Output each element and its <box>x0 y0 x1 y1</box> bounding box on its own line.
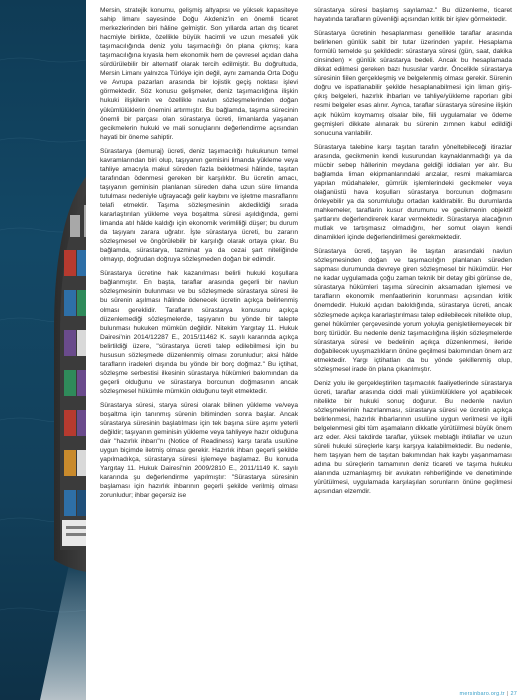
paragraph: Sürastarya ücreti, taşıyan ile taşıtan arasındaki navlun sözleşmesinden doğan ve taşımacılığın planlanan süreden sapması durumunda devreye giren sözleşmesel bir hükümdür. Her ne kadar uygulamada çoğu zaman teknik bir detay gibi görünse de, sürastarya hükümleri taşıma sürecinin aksamadan işlemesi ve tarafların ekonomik menfaatlerinin korunması açısından kritik önemdedir. Hukuki açıdan bakıldığında, sürastarya ücreti, ancak sözleşmede açıkça kararlaştırılması talep edilebilecek nitelikte olup, genel hükümler çerçevesinde yorum yoluyla genişletilemeyecek bir borç türüdür. Bu nedenle deniz taşımacılığına ilişkin sözleşmelerde sürastarya süresi ve bedelinin açıkça düzenlenmesi, ileride doğabilecek uyuşmazlıkların önüne geçilmesi bakımından önem arz etmektedir. Yargı içtihatları da bu yönde şekillenmiş olup, sözleşmesel irade ön plana çıkarılmıştır. <box>314 248 512 373</box>
paragraph: Sürastarya ücretinin hesaplanması genellikle taraflar arasında belirlenen günlük sabit bir tutar üzerinden yapılır. Hesaplama formülü temelde şu şekildedir: sürastarya süresi (gün, saat, dakika cinsinden) × günlük sürastarya bedeli. Ancak bu hesaplamada dikkat edilmesi gereken bazı hususlar vardır. Öncelikle sürastarya süresinin fiilen gerçekleşmiş ve belgelenmiş olması gerekir. Sürenin doğru ve ispatlanabilir şekilde hesaplanabilmesi için liman giriş-çıkış belgeleri, hazırlık ihbarları ve tahliye/yükleme raporları gibi resmi belgeler esas alınır. Ayrıca, taraflar sürastarya süresine ilişkin açık hüküm koymamış olsalar bile, fiili uygulamalar ve ödeme geçmişleri dikkate alınarak bu sürenin zımnen kabul edildiği sonucuna varılabilir. <box>314 30 512 137</box>
paragraph: Sürastarya (demuraj) ücreti, deniz taşımacılığı hukukunun temel kavramlarından biri olup, taşıyanın gemisini limanda yükleme veya tahliye amacıyla makul süreden fazla bekletmesi hâlinde, taşıtan tarafından ödenmesi gereken bir karşılıktır. Bu ücretin amacı, taşıyanın geminisin planlanan süreden daha uzun süre limanda tutulması nedeniyle uğrayacağı gelir kaybını ve işletme masraflarını telafi etmektir. Taşıma sözleşmesinin akdedildiği sırada kararlaştırılan yükleme veya boşaltma süresi aşıldığında, gemi limanda atıl hâlde kaldığı için ekonomik verimliliği düşer; bu durum da taşıyanı zarara uğratır. İşte sürastarya ücreti, bu zararın sözleşmesel ve öngörülebilir bir karşılığı olarak ortaya çıkar. Bu bağlamda, sürastarya, tazminat ya da cezai şart niteliğinde olmayıp, doğrudan doğruya sözleşmeden doğan bir edimdir. <box>100 147 298 264</box>
article-panel <box>86 0 525 700</box>
article-left-column <box>100 6 298 505</box>
article-right-column <box>314 6 512 501</box>
paragraph: Mersin, stratejik konumu, gelişmiş altyapısı ve yüksek kapasiteye sahip limanı sayesinde Doğu Akdeniz'in en önemli ticaret merkezlerinden biri hâline gelmiştir. Son yıllarda artan dış ticaret hacmiyle birlikte, özellikle büyük hacimli ve uzun mesafeli yük taşımacılığında deniz yolu taşımacılığı ön plana çıkmış; kara taşımacılığına kıyasla hem ekonomik hem de çevresel açıdan daha sürdürülebilir bir alternatif olarak tercih edilmiştir. Bu doğrultuda, Mersin Limanı yalnızca Türkiye için değil, aynı zamanda Orta Doğu ve Avrupa pazarları arasında bir lojistik geçiş noktası işlevi görmektedir. Söz konusu gelişmeler, deniz taşımacılığına ilişkin hukuki ilişkilerin ve özellikle navlun sözleşmelerinden doğan yükümlülüklerin önemini artırmıştır. Bu bağlamda, taşıma sürecinin önemli bir parçası olan sürastarya ücreti, limanlarda yaşanan gecikmelerin hukuki ve mali sonuçlarını değerlendirme açısından hayati bir öneme sahiptir. <box>100 7 298 141</box>
page-number: 27 <box>510 691 517 697</box>
paragraph: Sürastarya süresi, starya süresi olarak bilinen yükleme ve/veya boşaltma için tanınmış sürenin bitiminden sonra başlar. Ancak sürastarya süresinin başlatılması için tek başına süre aşımı yeterli değildir; taşıyanın geminisin yükleme veya tahliyeye hazır olduğuna dair "hazırlık ihbarı"nı (Notice of Readiness) karşı tarafa usulüne uygun biçimde iletmiş olması gerekir. Hazırlık ihbarı geçerli şekilde yapılmadıkça, sürastarya süresi işlemeye başlamaz. Bu konuda Yargıtay 11. Hukuk Dairesi'nin 2009/2810 E., 2011/1149 K. sayılı kararında şu değerlendirme yapılmıştır: "Sürastarya süresinin başlaması için hazırlık ihbarının geçerli şekilde verilmiş olması zorunludur; ihbar geçersiz ise <box>100 401 298 500</box>
page-footer <box>460 691 517 697</box>
paragraph: Sürastarya talebine karşı taşıtan tarafın yöneltebileceği itirazlar arasında, gecikmenin kendi kusurundan kaynaklanmadığı ya da mücbir sebep hâllerinin meydana geldiği iddiaları yer alır. Bu bağlamda liman ekipmanlarındaki arızalar, resmi makamlarca yapılan müdahaleler, gümrük işlemlerindeki gecikmeler veya olağanüstü hava koşulları sürastarya borcunun doğmasını önleyebilir ya da sorumluluğu ortadan kaldırabilir. Bu durumlarda mahkemeler, taraflarin kusur durumunu ve gecikmenin objektif şartlarını değerlendirerek karar vermektedir. Sürastarya alacağının mutlak ve tartışmasız olmadığını, her somut olayın kendi dinamikleri içinde değerlendirilmesi gerekmektedir. <box>314 143 512 242</box>
paragraph: Deniz yolu ile gerçekleştirilen taşımacılık faaliyetlerinde sürastarya ücreti, taraflar arasında ciddi mali yükümlülüklere yol açabilecek nitelikte bir hukuki sonuç doğurur. Bu nedenle navlun sözleşmelerinin hazırlanması, sürastarya süresi ve ücretin açıkça belirlenmesi, hazırlık ihbarlarının usulüne uygun verilmesi ve ilgili belgelenmesi gibi tüm aşamaların dikkatle yürütülmesi büyük önem arz eder. Aksi takdirde taraflar, yüksek meblağlı ihtilaflar ve uzun süreli hukuki süreçlerle karşı karşıya kalabilmektedir. Bu nedenle, hem taşıyan hem de taşıtan bakımından hak kaybı yaşanmaması adına bu süreçlerin tamamının deniz ticareti ve taşıma hukuku alanında uzmanlaşmış bir avukatın rehberliğinde ve denetiminde yürütülmesi, uygulamada karşılaşılan sorunların önüne geçilmesi açısından elzemdir. <box>314 379 512 496</box>
paragraph: Sürastarya ücretine hak kazanılması belirli hukuki koşullara bağlanmıştır. En başta, taraflar arasında geçerli bir navlun sözleşmesinin bulunması ve bu sözleşmede sürastarya süresi ile bu sürenin aşılması hâlinde ödenecek ücretin açıkça belirlenmiş olması gereklidir. Tarafların sürastarya konusunu açıkça düzenlemediği sözleşmelerde, taşıyanın bu yönde bir talepte bulunması hukuken mümkün değildir. Nitekim Yargıtay 11. Hukuk Dairesi'nin 2014/12287 E., 2015/11462 K. sayılı kararında açıkça belirtildiği üzere, "sürastarya ücreti talep edilebilmesi için bu hususun sözleşmede düzenlenmiş olması zorunludur; aksi hâlde tarafların iradeleri dışında bu yönde bir borç doğmaz." Bu içtihat, sözleşme serbestisi ilkesinin sürastarya hükümleri bakımından da geçerli olduğunu ve sürastarya borcunun doğmasının ancak sözleşmesel hükümle mümkün olduğunu teyit etmektedir. <box>100 270 298 395</box>
footer-separator: | <box>506 691 509 697</box>
footer-brand: mersinbaro.org.tr <box>459 691 505 697</box>
paragraph: sürastarya süresi başlamış sayılamaz." Bu düzenleme, ticaret hayatında tarafların güvenliği açısından kritik bir işlev görmektedir. <box>314 7 512 24</box>
